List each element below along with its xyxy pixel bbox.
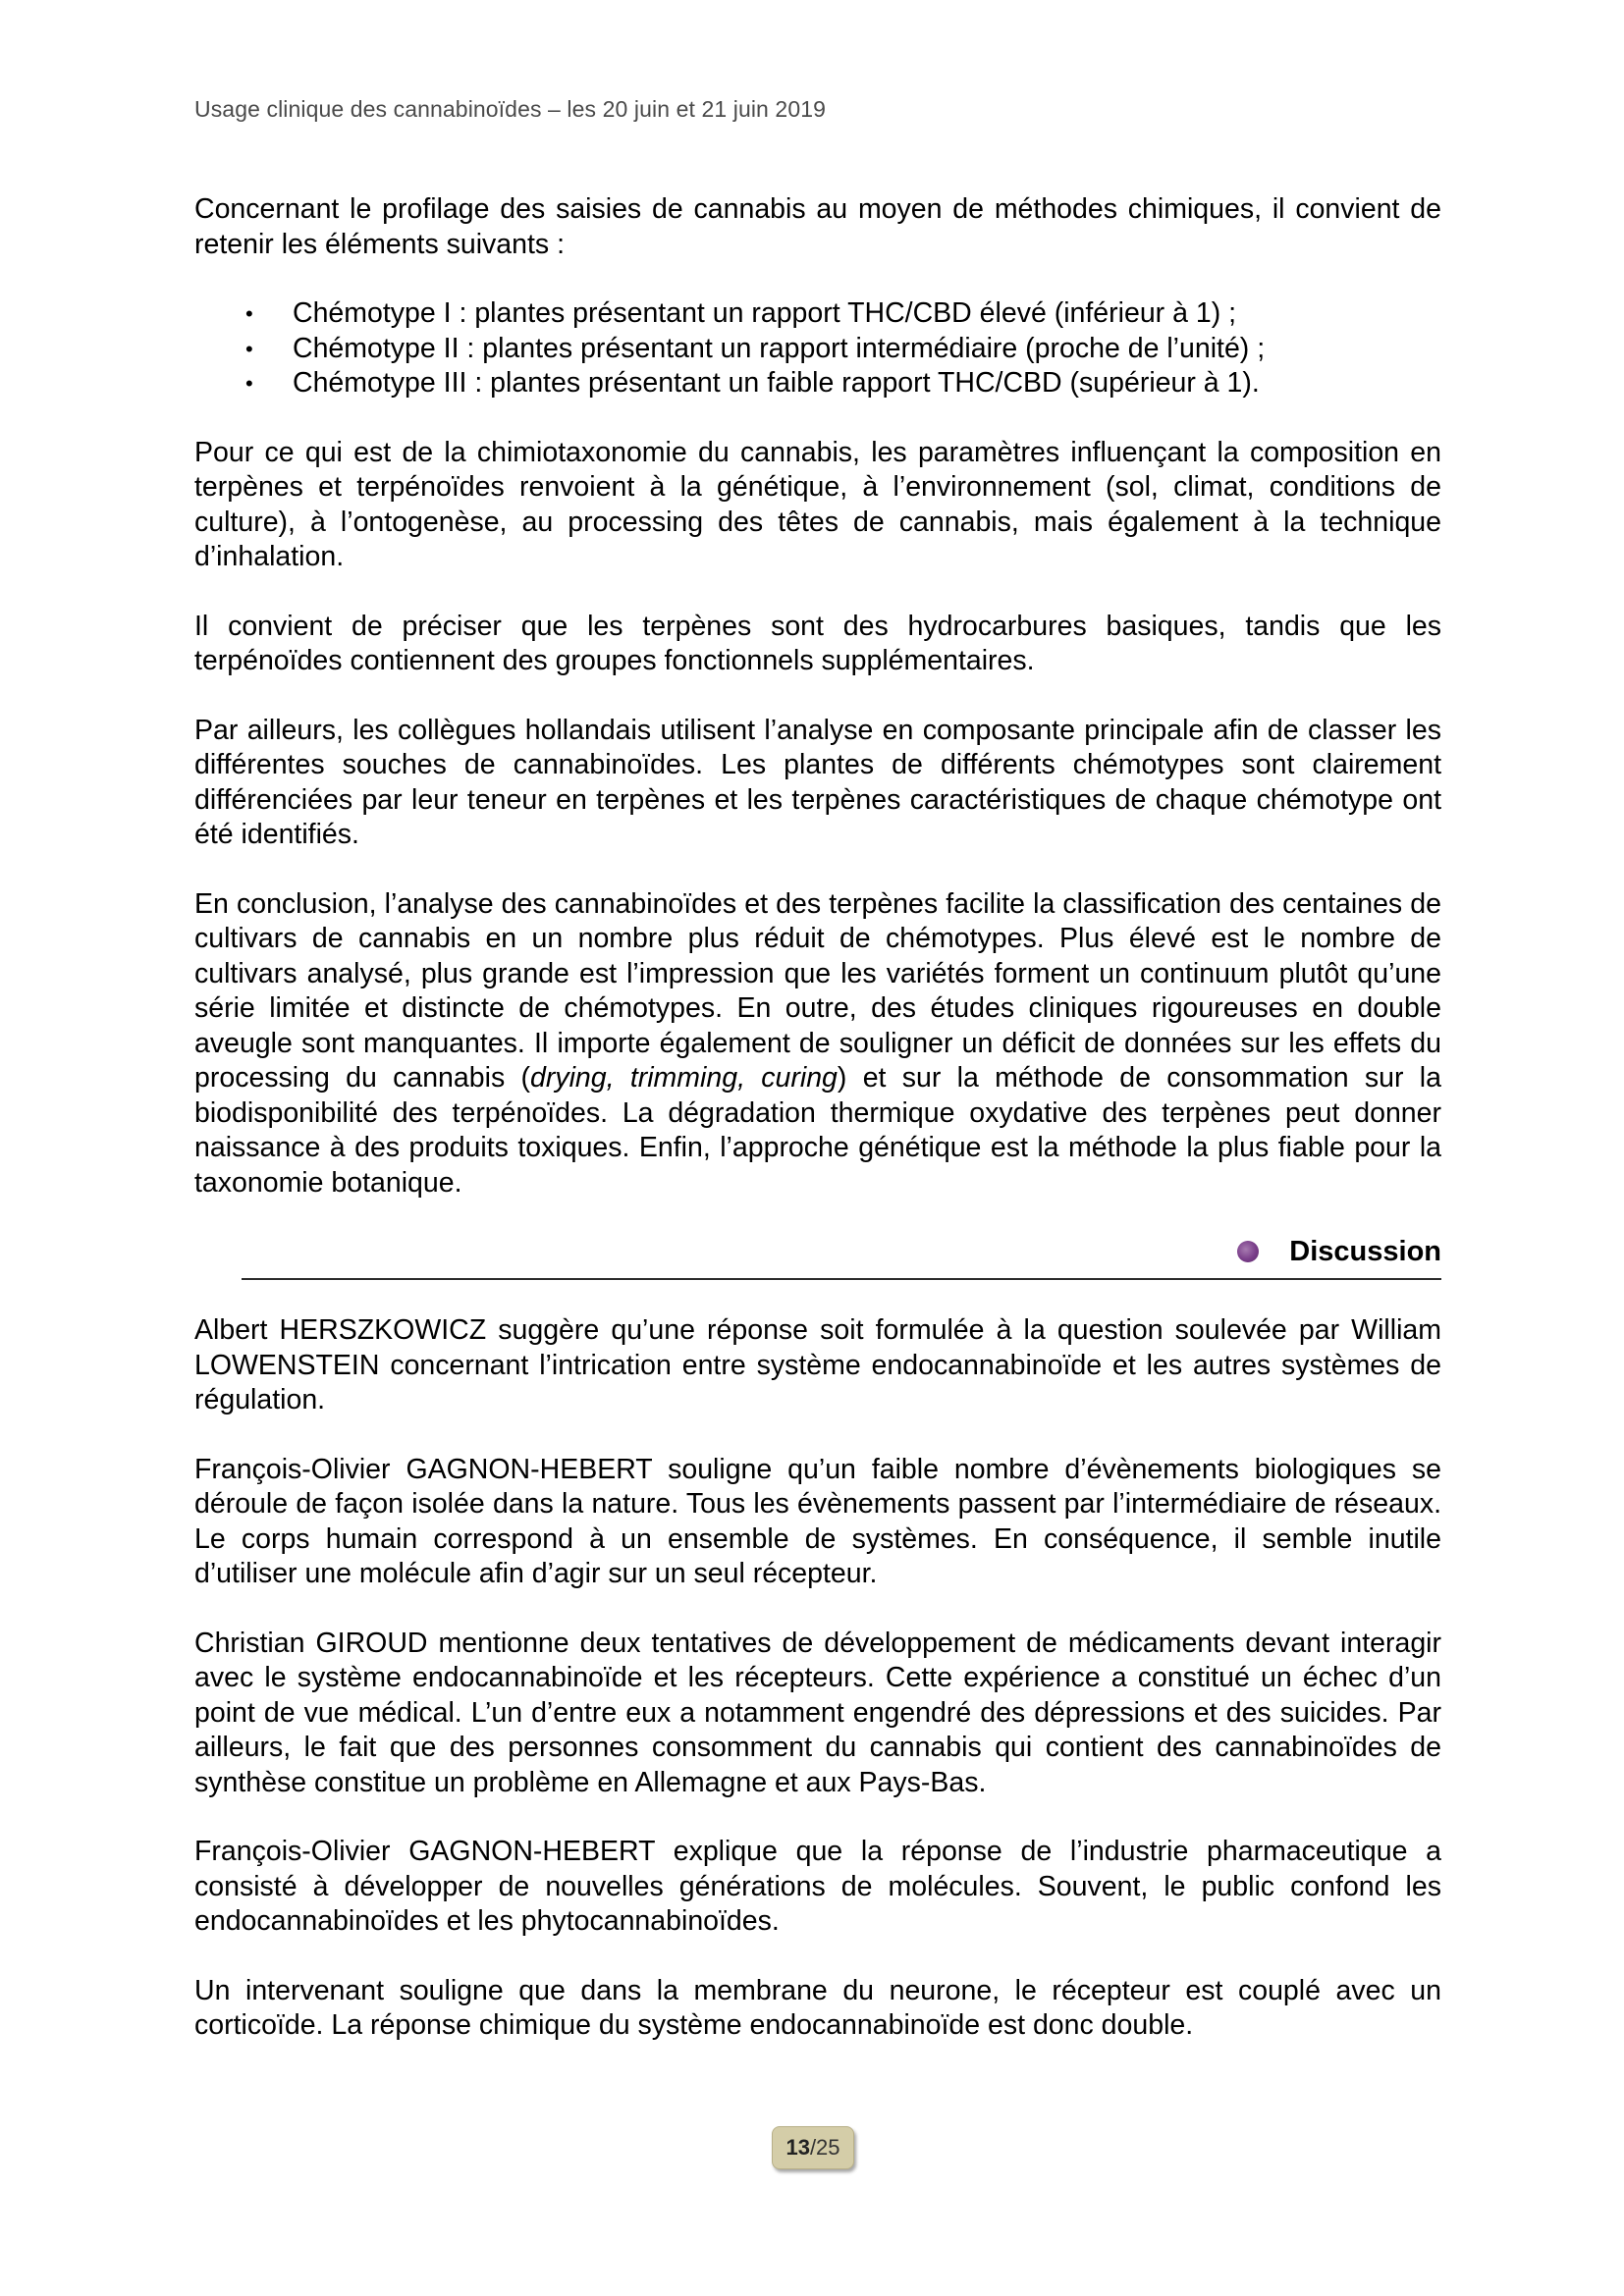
total-pages: /25 — [809, 2135, 840, 2160]
current-page: 13 — [785, 2135, 810, 2160]
conclusion-italic-terms: drying, trimming, curing — [529, 1062, 838, 1094]
discussion-paragraph: Albert HERSZKOWICZ suggère qu’une réponse soit formulée à la question soulevée par William LOWENSTEIN concernant l’intrication entre système endocannabinoïde et les autres systèmes de régulation. — [194, 1314, 1441, 1415]
section-title: Discussion — [1289, 1236, 1441, 1267]
conclusion-text-start: En conclusion, l’analyse des cannabinoïdes et des terpènes facilite la classification des centaines de cultivars de cannabis en un nombre plus réduit de chémotypes. Plus élevé est le nombre de cultivars analysé, plus grande est l’impression que les variétés forment un continuum plutôt qu’une série limitée et distincte de chémotypes. En outre, des études cliniques rigoureuses en double aveugle sont manquantes. Il importe également de souligner un déficit de données sur les effets du processing du cannabis ( — [194, 887, 1441, 1094]
bullet-icon: • — [245, 336, 253, 361]
document-body — [194, 192, 1441, 2078]
discussion-paragraph: Un intervenant souligne que dans la membrane du neurone, le récepteur est couplé avec un corticoïde. La réponse chimique du système endocannabinoïde est donc double. — [194, 1974, 1441, 2041]
paragraph-dutch-analysis: Par ailleurs, les collègues hollandais utilisent l’analyse en composante principale afin de classer les différentes souches de cannabinoïdes. Les plantes de différents chémotypes sont clairement différenciées par leur teneur en terpènes et les terpènes caractéristiques de chaque chémotype ont été identifiés. — [194, 714, 1441, 850]
paragraph-chemotaxonomy: Pour ce qui est de la chimiotaxonomie du cannabis, les paramètres influençant la composition en terpènes et terpénoïdes renvoient à la génétique, à l’environnement (sol, climat, conditions de culture), à l’ontogenèse, au processing des têtes de cannabis, mais également à la technique d’inhalation. — [194, 436, 1441, 572]
paragraph-terpenes: Il convient de préciser que les terpènes sont des hydrocarbures basiques, tandis que les terpénoïdes contiennent des groupes fonctionnels supplémentaires. — [194, 610, 1441, 676]
list-item-text: Chémotype II : plantes présentant un rapport intermédiaire (proche de l’unité) ; — [293, 332, 1266, 364]
paragraph-conclusion — [194, 887, 1441, 1201]
list-item-text: Chémotype I : plantes présentant un rapport THC/CBD élevé (inférieur à 1) ; — [293, 297, 1237, 329]
bullet-icon: • — [245, 301, 253, 326]
discussion-paragraph: François-Olivier GAGNON-HEBERT explique que la réponse de l’industrie pharmaceutique a consisté à développer de nouvelles générations de molécules. Souvent, le public confond les endocannabinoïdes et les phytocannabinoïdes. — [194, 1836, 1441, 1937]
section-heading — [242, 1235, 1441, 1280]
chemotype-list — [194, 296, 1441, 401]
discussion-paragraph: François-Olivier GAGNON-HEBERT souligne qu’un faible nombre d’évènements biologiques se déroule de façon isolée dans la nature. Tous les évènements passent par l’intermédiaire de réseaux. Le corps humain correspond à un ensemble de systèmes. En conséquence, il semble inutile d’utiliser une molécule afin d’agir sur un seul récepteur. — [194, 1453, 1441, 1589]
discussion-paragraph: Christian GIROUD mentionne deux tentatives de développement de médicaments devant interagir avec le système endocannabinoïde et les récepteurs. Cette expérience a constitué un échec d’un point de vue médical. L’un d’entre eux a notamment engendré des dépressions et des suicides. Par ailleurs, le fait que des personnes consomment du cannabis qui contient des cannabinoïdes de synthèse constitue un problème en Allemagne et aux Pays-Bas. — [194, 1627, 1441, 1798]
conclusion-text-end: ) et sur la méthode de consommation sur la biodisponibilité des terpénoïdes. La dégradation thermique oxydative des terpènes peut donner naissance à des produits toxiques. Enfin, l’approche génétique est la méthode la plus fiable pour la taxonomie botanique. — [194, 1062, 1441, 1199]
running-header: Usage clinique des cannabinoïdes – les 20 juin et 21 juin 2019 — [194, 96, 826, 122]
purple-dot-icon — [1237, 1241, 1259, 1262]
page-number-badge — [772, 2126, 854, 2169]
list-item-text: Chémotype III : plantes présentant un faible rapport THC/CBD (supérieur à 1). — [293, 367, 1260, 399]
list-item — [194, 332, 1441, 367]
bullet-icon: • — [245, 371, 253, 396]
intro-paragraph: Concernant le profilage des saisies de cannabis au moyen de méthodes chimiques, il convient de retenir les éléments suivants : — [194, 193, 1441, 260]
list-item — [194, 366, 1441, 401]
list-item — [194, 296, 1441, 332]
